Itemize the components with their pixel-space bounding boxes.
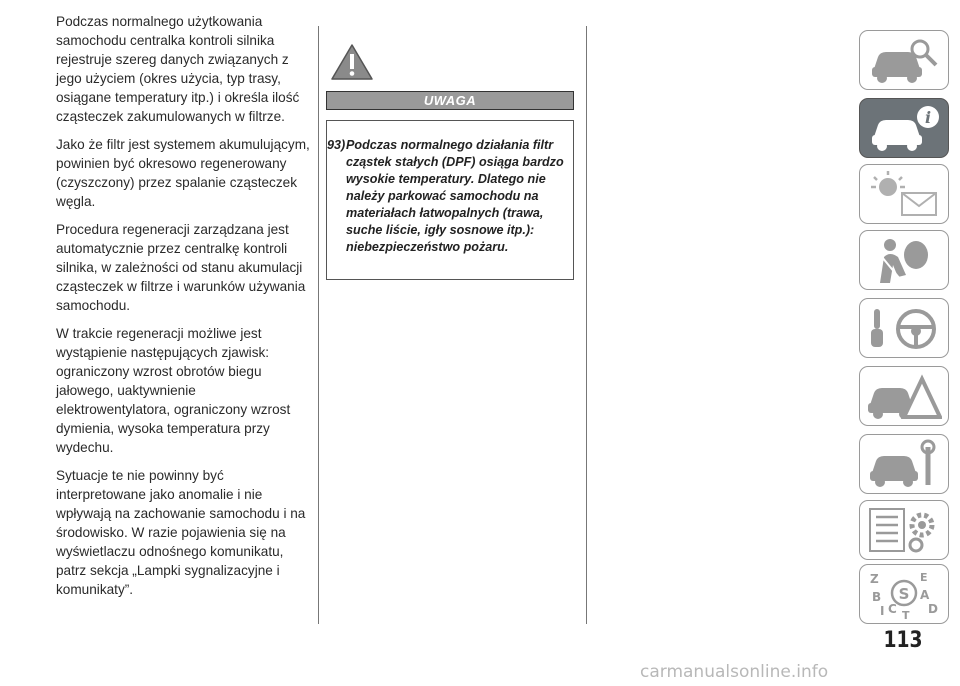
warning-number: 93) xyxy=(327,138,346,152)
index-letter: D xyxy=(928,602,938,616)
svg-text:S: S xyxy=(898,585,910,603)
paragraph: Jako że filtr jest systemem akumulującym, powinien być okresowo regenerowany (czyszczony) przez spalanie cząsteczek węgla. xyxy=(56,137,310,209)
warning-header: UWAGA xyxy=(326,91,574,110)
car-warning-triangle-icon xyxy=(866,371,942,421)
car-search-icon xyxy=(866,35,942,85)
index-letter: C xyxy=(888,602,897,616)
svg-text:i: i xyxy=(924,108,932,127)
warning-box xyxy=(326,120,574,280)
alphabet-index-icon xyxy=(866,569,942,619)
column-divider xyxy=(318,26,319,624)
tab-maintenance[interactable] xyxy=(859,434,949,494)
body-text-column xyxy=(56,12,312,608)
page-number: 113 xyxy=(883,628,923,653)
light-envelope-icon xyxy=(866,169,942,219)
car-wrench-icon xyxy=(866,439,942,489)
specs-gear-icon xyxy=(866,505,942,555)
warning-item xyxy=(327,137,567,256)
index-letter: A xyxy=(920,588,930,602)
tab-alphabetical-index[interactable] xyxy=(859,564,949,624)
warning-triangle-icon xyxy=(330,42,374,82)
paragraph: Podczas normalnego użytkowania samochodu centralka kontroli silnika rejestruje szereg danych związanych z jego użyciem (okres użycia, typ trasy, osiągane temperatury itp.) i określa ilość cząsteczek zakumulowanych w filtrze. xyxy=(56,14,300,124)
tab-technical-data[interactable] xyxy=(859,500,949,560)
index-letter: T xyxy=(902,609,910,619)
paragraph: W trakcie regeneracji możliwe jest wystąpienie następujących zjawisk: ograniczony wzrost obrotów biegu jałowego, uaktywnienie elektrowentylatora, ograniczony wzrost dymienia, wysoka temperatura przy wydechu. xyxy=(56,326,291,455)
index-letter: E xyxy=(920,571,928,584)
paragraph: Procedura regeneracji zarządzana jest automatycznie przez centralkę kontroli silnika, w zależności od stanu akumulacji cząsteczek w filtrze i warunków używania samochodu. xyxy=(56,222,306,313)
car-info-icon xyxy=(866,103,942,153)
paragraph: Sytuacje te nie powinny być interpretowane jako anomalie i nie wpływają na zachowanie samochodu i na środowisko. W razie pojawienia się na wyświetlaczu odnośnego komunikatu, patrz sekcja „Lampki sygnalizacyjne i komunikaty”. xyxy=(56,468,306,597)
tab-lights-messages[interactable] xyxy=(859,164,949,224)
tab-starting-driving[interactable] xyxy=(859,298,949,358)
index-letter: B xyxy=(872,590,882,604)
seatbelt-airbag-icon xyxy=(866,235,942,285)
warning-text: Podczas normalnego działania filtr cząstek stałych (DPF) osiąga bardzo wysokie temperatury. Dlatego nie należy parkować samochodu na materiałach łatwopalnych (trawa, suche liście, igły sosnowe itp.): niebezpieczeństwo pożaru. xyxy=(346,138,564,254)
index-letter: Z xyxy=(870,572,879,586)
tab-safety[interactable] xyxy=(859,230,949,290)
watermark: carmanualsonline.info xyxy=(640,662,829,682)
tab-car-info[interactable] xyxy=(859,98,949,158)
column-divider xyxy=(586,26,587,624)
tab-car-search[interactable] xyxy=(859,30,949,90)
key-steering-wheel-icon xyxy=(866,303,942,353)
tab-emergency[interactable] xyxy=(859,366,949,426)
index-letter: I xyxy=(880,604,885,618)
